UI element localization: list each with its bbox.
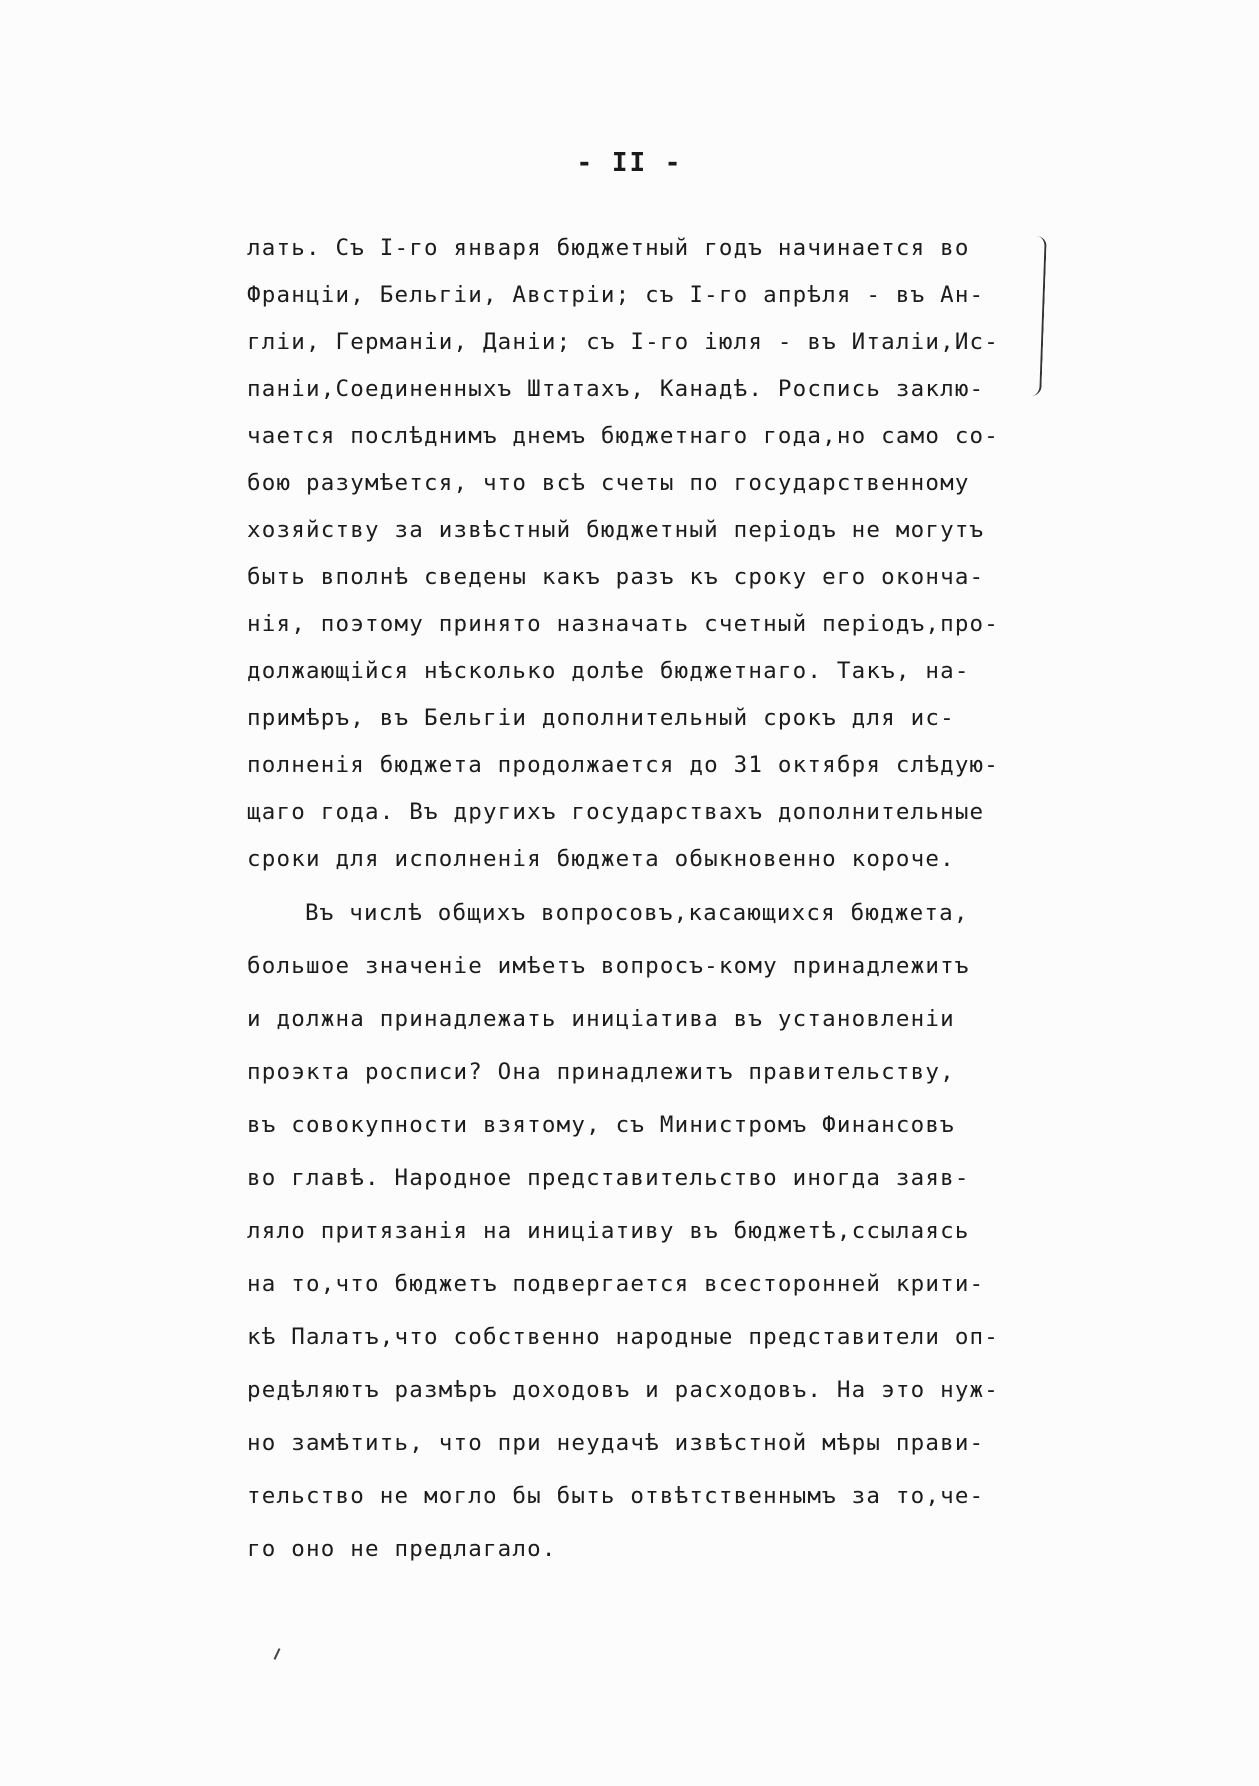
text-line: лать. Съ I-го января бюджетный годъ начинается во (247, 235, 970, 261)
text-line: большое значеніе имѣетъ вопросъ-кому принадлежитъ (247, 953, 970, 979)
text-line: чается послѣднимъ днемъ бюджетнаго года,но само со- (247, 423, 1000, 449)
text-line: и должна принадлежать иниціатива въ установленіи (247, 1006, 955, 1032)
text-line: Франціи, Бельгіи, Австріи; съ I-го апрѣля - въ Ан- (247, 282, 985, 308)
text-line: ляло притязанія на иниціативу въ бюджетѣ,ссылаясь (247, 1218, 970, 1244)
text-line: полненія бюджета продолжается до 31 октября слѣдую- (247, 752, 1000, 778)
stray-pen-mark (274, 1648, 281, 1660)
text-line: го оно не предлагало. (247, 1536, 557, 1562)
text-line: редѣляютъ размѣръ доходовъ и расходовъ. На это нуж- (247, 1377, 1000, 1403)
text-line: примѣръ, въ Бельгіи дополнительный срокъ для ис- (247, 705, 955, 731)
text-line: нія, поэтому принято назначать счетный періодъ,про- (247, 611, 1000, 637)
text-line: быть вполнѣ сведены какъ разъ къ сроку его оконча- (247, 564, 985, 590)
text-line: сроки для исполненія бюджета обыкновенно короче. (247, 846, 955, 872)
text-line: тельство не могло бы быть отвѣтственнымъ за то,че- (247, 1483, 985, 1509)
text-line: въ совокупности взятому, съ Министромъ Финансовъ (247, 1112, 955, 1138)
text-line: щаго года. Въ другихъ государствахъ дополнительные (247, 799, 985, 825)
page-number: - II - (576, 148, 683, 178)
text-line: но замѣтить, что при неудачѣ извѣстной мѣры прави- (247, 1430, 985, 1456)
text-line: кѣ Палатъ,что собственно народные представители оп- (247, 1324, 1000, 1350)
text-line: на то,что бюджетъ подвергается всесторонней крити- (247, 1271, 985, 1297)
text-line: Въ числѣ общихъ вопросовъ,касающихся бюджета, (305, 900, 969, 926)
text-line: гліи, Германіи, Даніи; съ I-го іюля - въ Италіи,Ис- (247, 329, 1000, 355)
text-line: хозяйству за извѣстный бюджетный періодъ не могутъ (247, 517, 985, 543)
handwritten-margin-bracket (1027, 236, 1047, 396)
text-line: во главѣ. Народное представительство иногда заяв- (247, 1165, 970, 1191)
text-line: должающійся нѣсколько долѣе бюджетнаго. Такъ, на- (247, 658, 970, 684)
text-line: паніи,Соединенныхъ Штатахъ, Канадѣ. Роспись заклю- (247, 376, 985, 402)
text-line: бою разумѣется, что всѣ счеты по государственному (247, 470, 970, 496)
text-line: проэкта росписи? Она принадлежитъ правительству, (247, 1059, 955, 1085)
